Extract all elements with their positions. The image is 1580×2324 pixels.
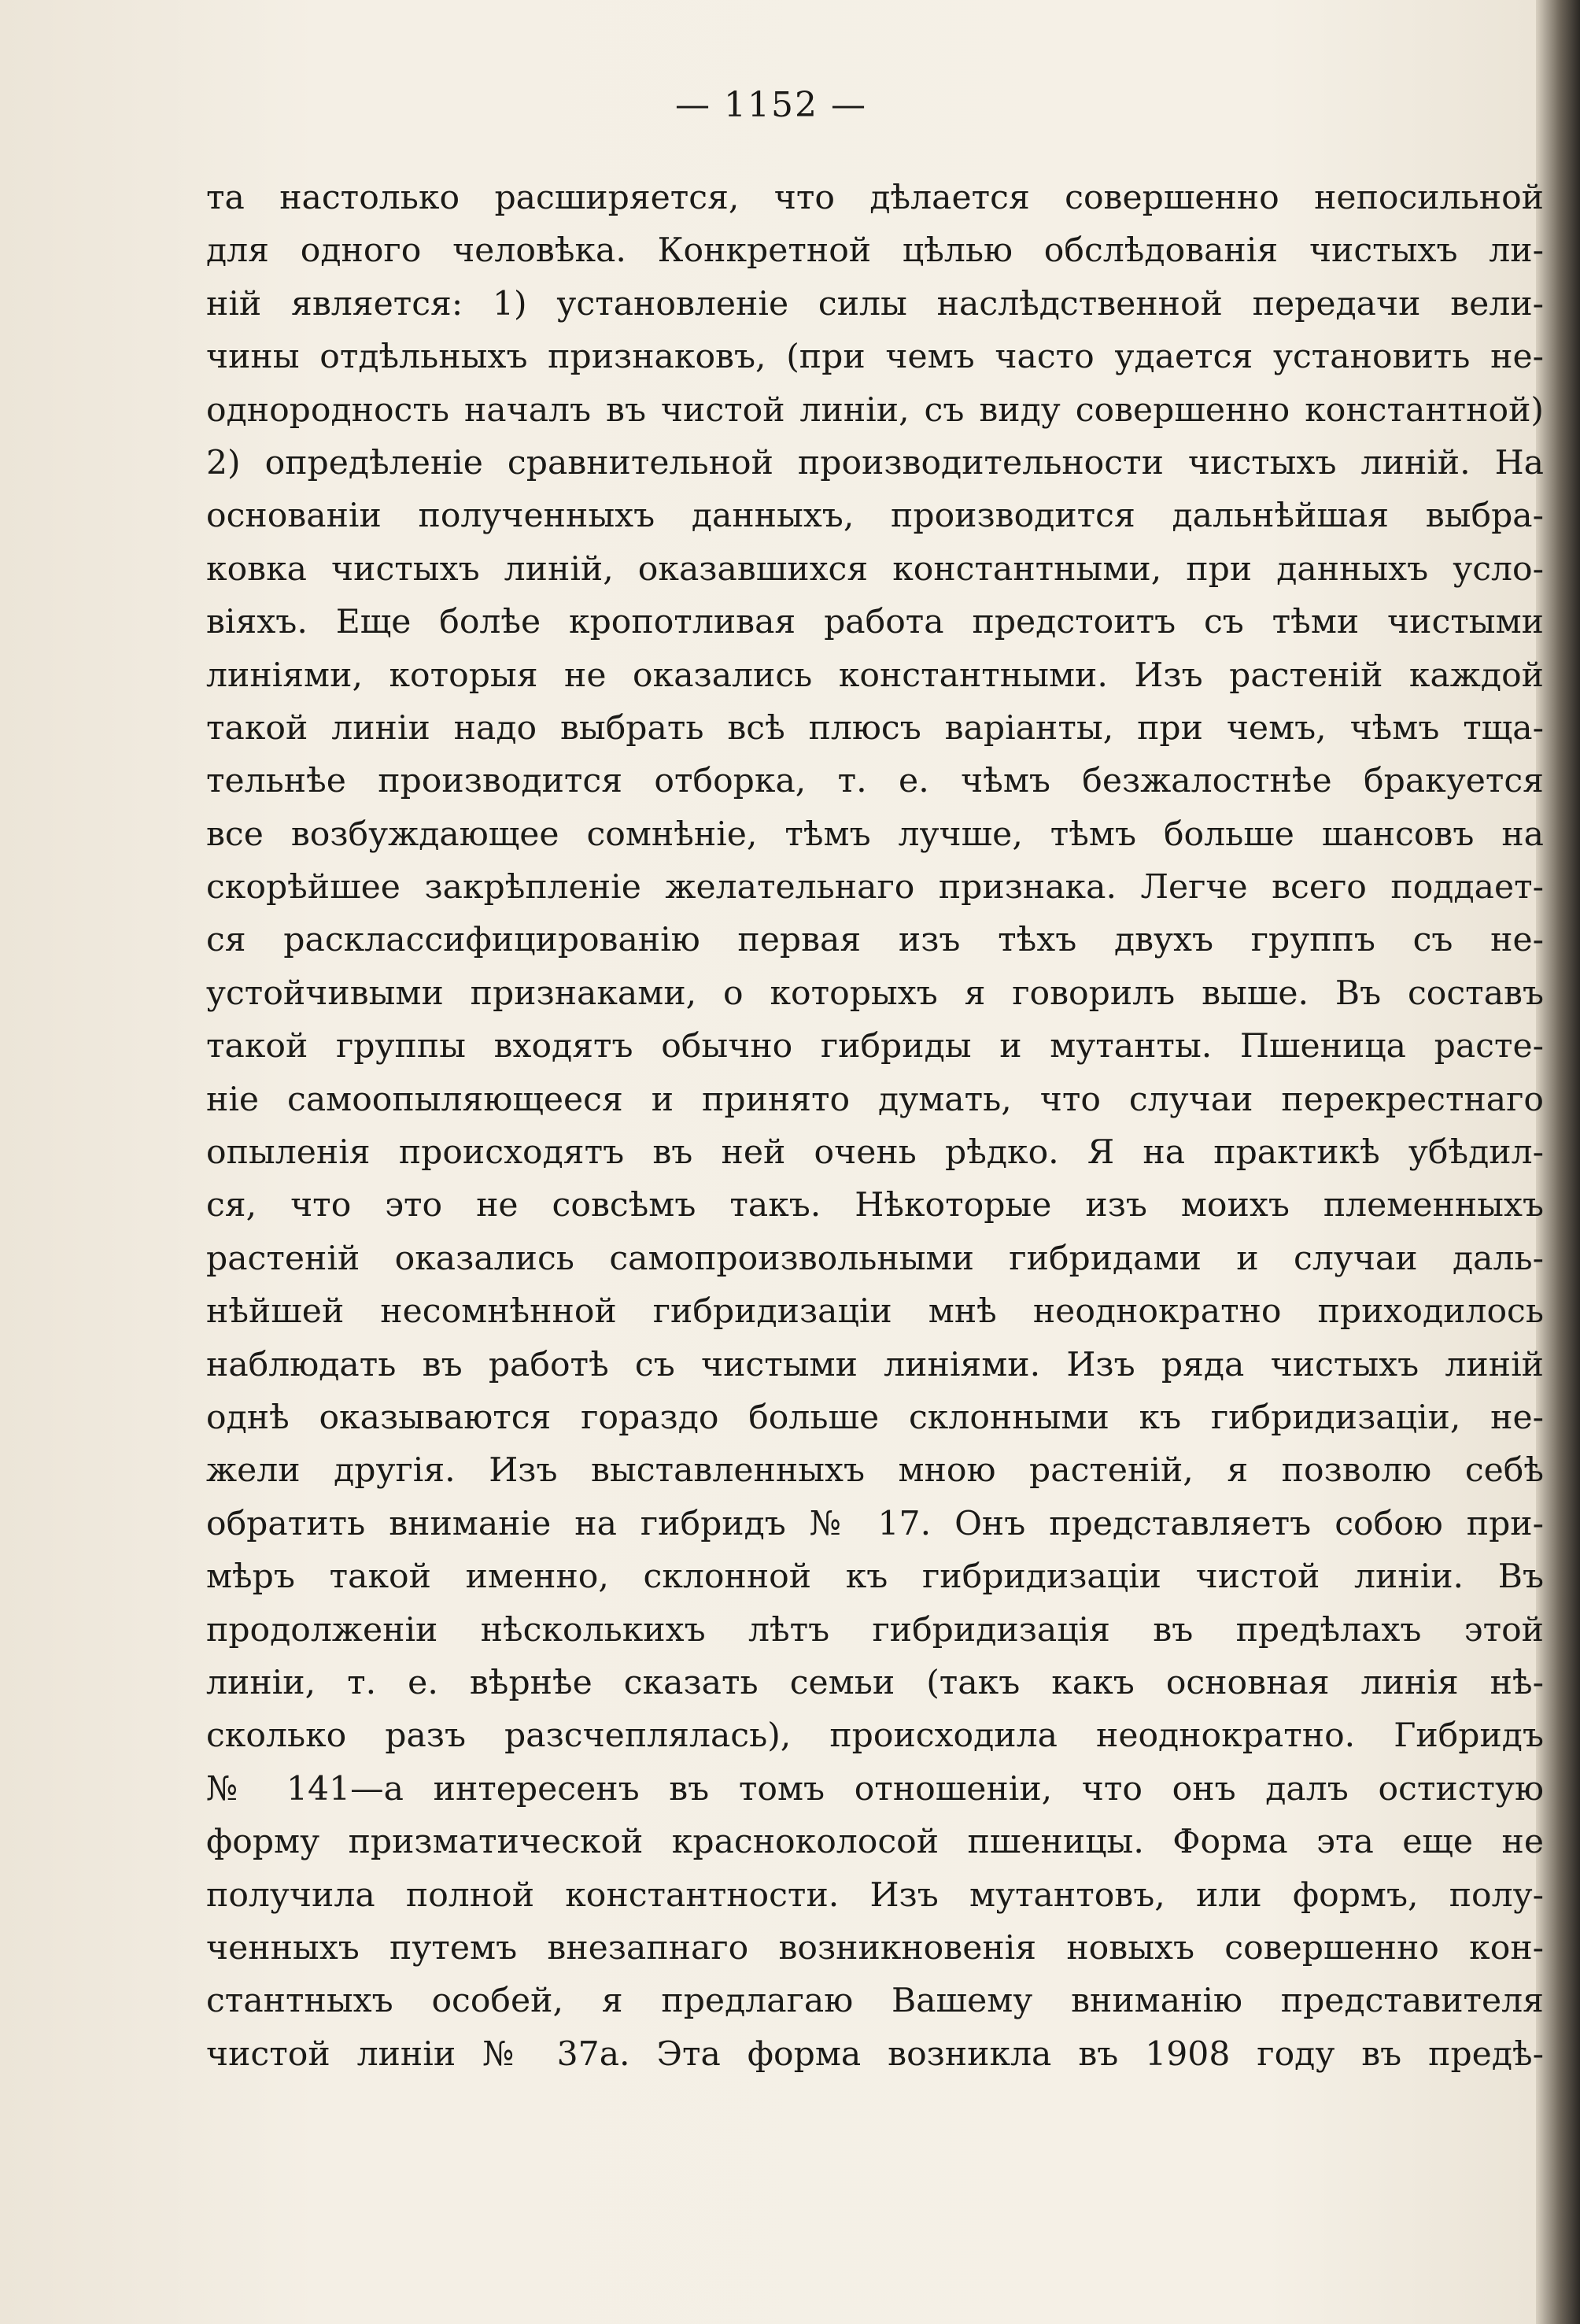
text-line: такой группы входятъ обычно гибриды и мутанты. Пшеница расте- xyxy=(206,1027,1544,1066)
text-line: растеній оказались самопроизвольными гибридами и случаи даль- xyxy=(206,1239,1544,1278)
page-number: — 1152 — xyxy=(675,85,867,125)
text-line: продолженіи нѣсколькихъ лѣтъ гибридизація въ предѣлахъ этой xyxy=(206,1610,1544,1650)
text-line: та настолько расширяется, что дѣлается совершенно непосильной xyxy=(206,179,1544,217)
text-line: наблюдать въ работѣ съ чистыми линіями. Изъ ряда чистыхъ линій xyxy=(206,1345,1544,1384)
text-line: опыленія происходятъ въ ней очень рѣдко. Я на практикѣ убѣдил- xyxy=(206,1133,1544,1173)
text-line: мѣръ такой именно, склонной къ гибридизаціи чистой линіи. Въ xyxy=(206,1557,1544,1597)
text-line: все возбуждающее сомнѣніе, тѣмъ лучше, тѣмъ больше шансовъ на xyxy=(206,815,1544,854)
text-line: получила полной константности. Изъ мутантовъ, или формъ, полу- xyxy=(206,1875,1544,1915)
text-line: ся, что это не совсѣмъ такъ. Нѣкоторые изъ моихъ племенныхъ xyxy=(206,1186,1544,1225)
text-line: стантныхъ особей, я предлагаю Вашему вниманію представителя xyxy=(206,1982,1544,2021)
body-text xyxy=(206,172,1544,2081)
text-line: линіями, которыя не оказались константными. Изъ растеній каждой xyxy=(206,656,1544,695)
text-line: однѣ оказываются гораздо больше склонными къ гибридизаціи, не- xyxy=(206,1398,1544,1437)
text-line: ся расклассифицированію первая изъ тѣхъ двухъ группъ съ не- xyxy=(206,921,1544,960)
text-line: жели другія. Изъ выставленныхъ мною растеній, я позволю себѣ xyxy=(206,1451,1544,1491)
text-line: форму призматической красноколосой пшеницы. Форма эта еще не xyxy=(206,1823,1544,1862)
text-line: чистой линіи № 37а. Эта форма возникла въ 1908 году въ предѣ- xyxy=(206,2034,1544,2074)
text-line: однородность началъ въ чистой линіи, съ виду совершенно константной) xyxy=(206,390,1544,430)
text-line: для одного человѣка. Конкретной цѣлью обслѣдованія чистыхъ ли- xyxy=(206,231,1544,271)
text-line: № 141—а интересенъ въ томъ отношеніи, что онъ далъ остистую xyxy=(206,1769,1544,1809)
text-line: устойчивыми признаками, о которыхъ я говорилъ выше. Въ составъ xyxy=(206,974,1544,1013)
text-line: чины отдѣльныхъ признаковъ, (при чемъ часто удается установить не- xyxy=(206,338,1544,377)
text-line: нѣйшей несомнѣнной гибридизаціи мнѣ неоднократно приходилось xyxy=(206,1292,1544,1332)
text-line: 2) опредѣленіе сравнительной производительности чистыхъ линій. На xyxy=(206,443,1544,482)
text-line: такой линіи надо выбрать всѣ плюсъ варіанты, при чемъ, чѣмъ тща- xyxy=(206,708,1544,748)
text-line: ніе самоопыляющееся и принято думать, что случаи перекрестнаго xyxy=(206,1080,1544,1119)
text-line: ченныхъ путемъ внезапнаго возникновенія новыхъ совершенно кон- xyxy=(206,1928,1544,1967)
text-line: линіи, т. е. вѣрнѣе сказать семьи (такъ какъ основная линія нѣ- xyxy=(206,1663,1544,1702)
text-line: основаніи полученныхъ данныхъ, производится дальнѣйшая выбра- xyxy=(206,497,1544,536)
text-line: тельнѣе производится отборка, т. е. чѣмъ безжалостнѣе бракуется xyxy=(206,762,1544,801)
text-line: віяхъ. Еще болѣе кропотливая работа предстоитъ съ тѣми чистыми xyxy=(206,603,1544,642)
text-line: скорѣйшее закрѣпленіе желательнаго признака. Легче всего поддает- xyxy=(206,868,1544,907)
text-line: ковка чистыхъ линій, оказавшихся константными, при данныхъ усло- xyxy=(206,549,1544,589)
text-line: сколько разъ разсчеплялась), происходила неоднократно. Гибридъ xyxy=(206,1716,1544,1756)
text-line: ній является: 1) установленіе силы наслѣдственной передачи вели- xyxy=(206,284,1544,323)
text-line: обратить вниманіе на гибридъ № 17. Онъ представляетъ собою при- xyxy=(206,1504,1544,1543)
